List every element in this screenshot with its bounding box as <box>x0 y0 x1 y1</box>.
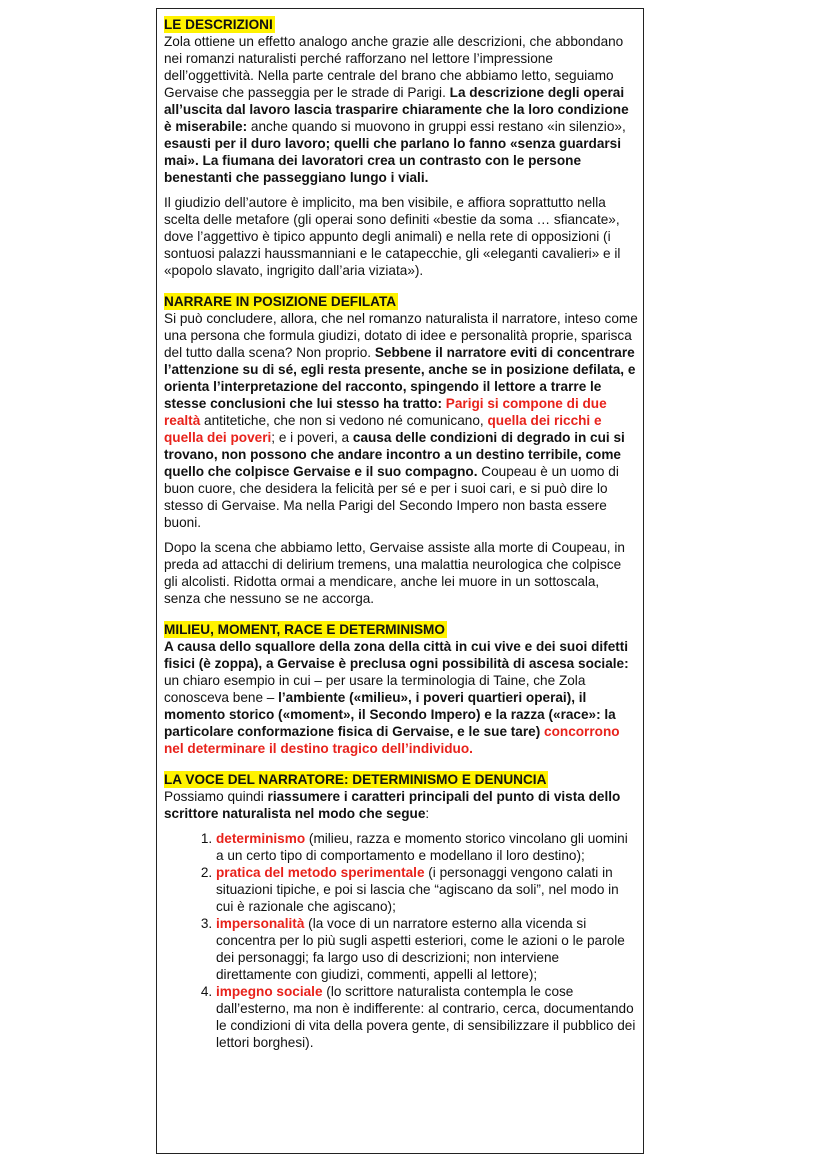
bold-run: La descrizione degli operai all’uscita dal lavoro lascia trasparire chiaramente che la loro condizione è miserabile: <box>164 85 629 134</box>
text-run: Zola ottiene un effetto analogo anche grazie alle descrizioni, che abbondano nei romanzi naturalisti perché rafforzano nel lettore l’impressione dell’oggettività. Nella parte centrale del brano che abbiamo letto, seguiamo Gervaise che passeggia per le strade di Parigi. <box>164 34 624 100</box>
list-item-term: impegno sociale <box>216 984 323 999</box>
text-run: : <box>425 806 430 821</box>
bold-run: Sebbene il narratore eviti di concentrare l’attenzione su di sé, egli resta presente, anche se in posizione defilata, e orienta l’interpretazione del racconto, spingendo il lettore a trarre le stesse conclusioni che lui stesso ha tratto: <box>164 345 636 411</box>
text-run: ; e i poveri, a <box>271 430 350 445</box>
list-item <box>216 983 638 1051</box>
paragraph <box>164 33 638 186</box>
bold-run: esausti per il duro lavoro; quelli che parlano lo fanno «senza guardarsi mai». La fiumana dei lavoratori crea un contrasto con le persone benestanti che passeggiano lungo i viali. <box>164 136 622 185</box>
document-body <box>164 16 638 1065</box>
list-item-text: (la voce di un narratore esterno alla vicenda si concentra per lo più sugli aspetti esteriori, come le azioni o le parole dei personaggi; fa largo uso di descrizioni; non interviene direttamente con giudizi, commenti, appelli al lettore); <box>216 916 625 982</box>
text-run: un chiaro esempio in cui – per usare la terminologia di Taine, che Zola conosceva bene – <box>164 673 586 705</box>
text-run: Coupeau è un uomo di buon cuore, che desidera la felicità per sé e per i suoi cari, e si può dire lo stesso di Gervaise. Ma nella Parigi del Secondo Impero non basta essere buoni. <box>164 464 619 530</box>
list-item-text: (milieu, razza e momento storico vincolano gli uomini a un certo tipo di comportamento e modellano il loro destino); <box>216 831 628 863</box>
text-run: Si può concludere, allora, che nel romanzo naturalista il narratore, inteso come una persona che formula giudizi, dotato di idee e personalità proprie, sparisca del tutto dalla scena? Non proprio. <box>164 311 638 360</box>
section-voce-narratore <box>164 771 638 1051</box>
paragraph <box>164 638 638 757</box>
section-heading: LE DESCRIZIONI <box>164 17 273 32</box>
list-item <box>216 864 638 915</box>
section-heading: NARRARE IN POSIZIONE DEFILATA <box>164 294 397 309</box>
highlight-run: quella dei ricchi e quella dei poveri <box>164 413 602 445</box>
section-heading: LA VOCE DEL NARRATORE: DETERMINISMO E DENUNCIA <box>164 772 547 787</box>
highlight-run: Parigi si compone di due realtà <box>164 396 607 428</box>
bold-run: A causa dello squallore della zona della città in cui vive e dei suoi difetti fisici (è zoppa), a Gervaise è preclusa ogni possibilità di ascesa sociale: <box>164 639 629 671</box>
bold-run: l’ambiente («milieu», i poveri quartieri operai), il momento storico («moment», il Secondo Impero) e la razza («race»: la particolare conformazione fisica di Gervaise, e le sue tare) <box>164 690 616 739</box>
text-run: anche quando si muovono in gruppi essi restano «in silenzio», <box>247 119 626 134</box>
list-item-term: determinismo <box>216 831 306 846</box>
paragraph: Il giudizio dell’autore è implicito, ma ben visibile, e affiora soprattutto nella scelta delle metafore (gli operai sono definiti «bestie da soma … sfiancate», dove l’aggettivo è tipico appunto degli animali) e nella rete di opposizioni (i sontuosi palazzi haussmanniani e le catapecchie, gli «eleganti cavalieri» e il «popolo slavato, ingrigito dall’aria viziata»). <box>164 195 621 278</box>
text-run: Possiamo quindi <box>164 789 264 804</box>
section-determinismo <box>164 621 638 757</box>
list-item <box>216 915 638 983</box>
list-item-text: (i personaggi vengono calati in situazioni tipiche, e poi si lascia che “agiscano da soli”, nel modo in cui è razionale che agiscano); <box>216 865 619 914</box>
bold-run: riassumere i caratteri principali del punto di vista dello scrittore naturalista nel modo che segue <box>164 789 621 821</box>
paragraph <box>164 310 638 531</box>
text-run: antitetiche, che non si vedono né comunicano, <box>200 413 484 428</box>
paragraph: Dopo la scena che abbiamo letto, Gervaise assiste alla morte di Coupeau, in preda ad attacchi di delirium tremens, una malattia neurologica che colpisce gli alcolisti. Ridotta ormai a mendicare, anche lei muore in un sottoscala, senza che nessuno se ne accorga. <box>164 540 625 606</box>
paragraph <box>164 788 638 822</box>
characteristics-list <box>164 830 638 1051</box>
list-item <box>216 830 638 864</box>
section-heading: MILIEU, MOMENT, RACE E DETERMINISMO <box>164 622 445 637</box>
bold-run: causa delle condizioni di degrado in cui si trovano, non possono che andare incontro a un destino terribile, come quello che colpisce Gervaise e il suo compagno. <box>164 430 625 479</box>
list-item-term: impersonalità <box>216 916 305 931</box>
list-item-term: pratica del metodo sperimentale <box>216 865 425 880</box>
section-descrizioni <box>164 16 638 279</box>
highlight-run: concorrono nel determinare il destino tragico dell’individuo. <box>164 724 620 756</box>
section-posizione-defilata <box>164 293 638 607</box>
list-item-text: (lo scrittore naturalista contempla le cose dall’esterno, ma non è indifferente: al contrario, cerca, documentando le condizioni di vita della povera gente, di sensibilizzare il pubblico dei lettori borghesi). <box>216 984 636 1050</box>
